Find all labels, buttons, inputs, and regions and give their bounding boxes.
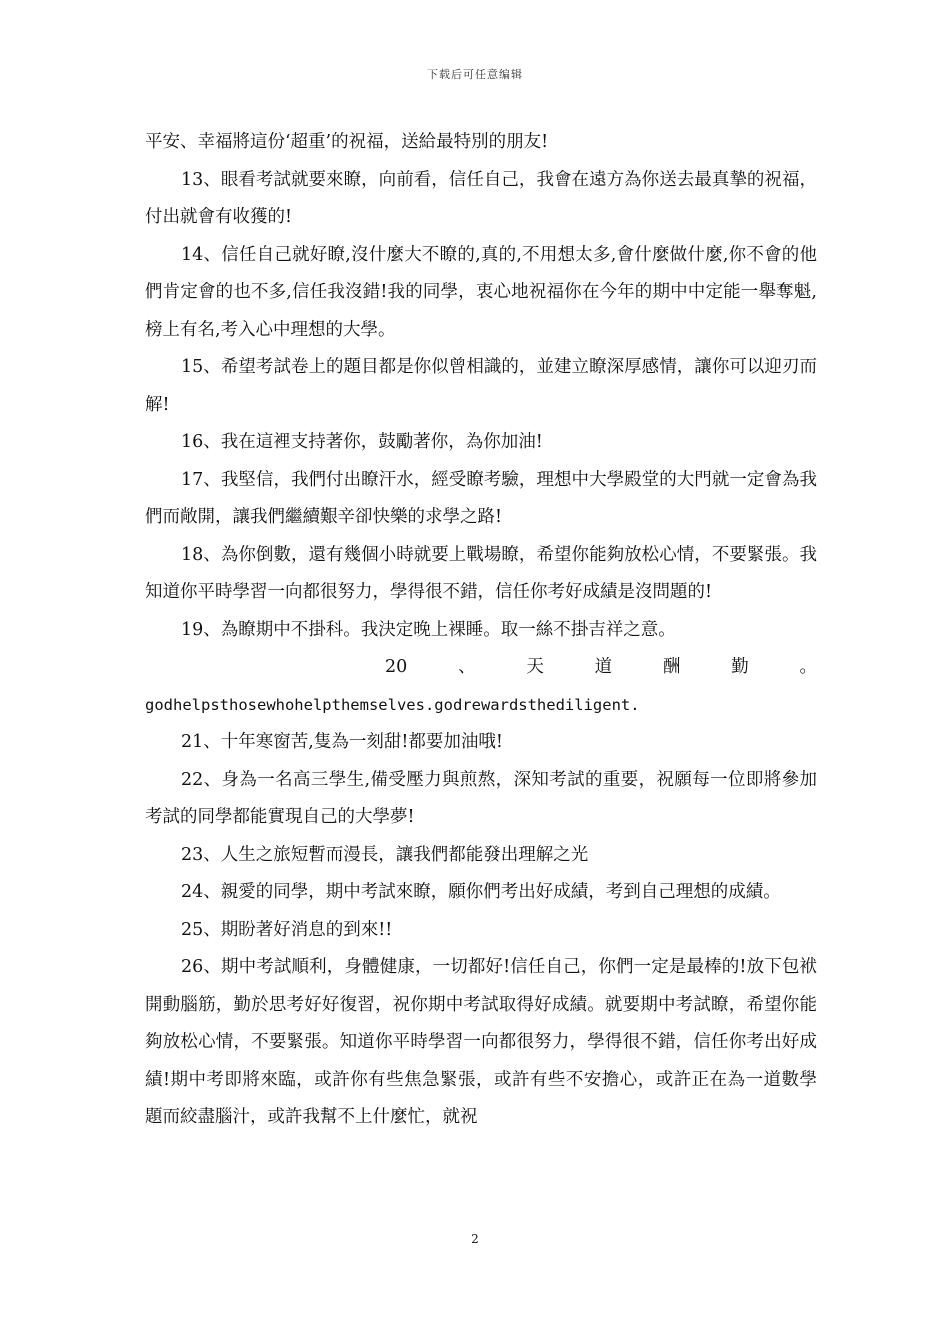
page-number: 2 <box>471 1232 479 1246</box>
paragraph-21: 21、十年寒窗苦,隻為一刻甜!都要加油哦! <box>181 732 503 752</box>
paragraph-20-part: 20 <box>385 657 408 677</box>
paragraph-18: 18、為你倒數，還有幾個小時就要上戰場瞭，希望你能夠放松心情，不要緊張。我知道你平時學習一向都很努力，學得很不錯，信任你考好成績是沒問題的! <box>145 544 817 602</box>
document-body <box>145 124 817 1137</box>
paragraph-20-part: 勤 <box>731 657 749 677</box>
paragraph-20-part: 天 <box>526 657 544 677</box>
paragraph-20-part: 、 <box>458 657 476 677</box>
paragraph-15: 15、希望考試卷上的題目都是你似曾相識的，並建立瞭深厚感情，讓你可以迎刃而解! <box>145 357 817 415</box>
paragraph-13: 13、眼看考試就要來瞭，向前看，信任自己，我會在遠方為你送去最真摯的祝福，付出就會有收獲的! <box>145 169 817 227</box>
paragraph-16: 16、我在這裡支持著你，鼓勵著你，為你加油! <box>181 432 543 452</box>
paragraph-19: 19、為瞭期中不掛科。我決定晚上裸睡。取一絲不掛吉祥之意。 <box>181 619 676 640</box>
paragraph-24: 24、親愛的同學，期中考試來瞭，願你們考出好成績，考到自己理想的成績。 <box>181 882 781 902</box>
page-header: 下载后可任意编辑 <box>427 68 523 81</box>
paragraph-20-part: 。 <box>799 657 817 677</box>
paragraph-23: 23、人生之旅短暫而漫長，讓我們都能發出理解之光 <box>181 844 589 865</box>
paragraph-20-part: 酬 <box>662 657 681 677</box>
paragraph-22: 22、身為一名高三學生,備受壓力與煎熬，深知考試的重要，祝願每一位即將參加考試的同學都能實現自己的大學夢! <box>145 769 817 827</box>
paragraph-25: 25、期盼著好消息的到來!! <box>181 919 393 940</box>
paragraph-20-part: 道 <box>594 657 613 677</box>
paragraph-20-english: godhelpsthosewhohelpthemselves.godrewardsthediligent. <box>145 695 640 714</box>
paragraph-continuation: 平安、幸福將這份‘超重’的祝福，送給最特別的朋友! <box>145 132 549 152</box>
paragraph-26: 26、期中考試順利，身體健康，一切都好!信任自己，你們一定是最棒的!放下包袱開動腦筋，勤於思考好好復習，祝你期中考試取得好成績。就要期中考試瞭，希望你能夠放松心情，不要緊張。知道你平時學習一向都很努力，學得很不錯，信任你考出好成績!期中考即將來臨，或許你有些焦急緊張，或許有些不安擔心，或許正在為一道數學題而絞盡腦汁，或許我幫不上什麼忙，就祝 <box>145 957 817 1127</box>
paragraph-14: 14、信任自己就好瞭,沒什麼大不瞭的,真的,不用想太多,會什麼做什麼,你不會的他們肯定會的也不多,信任我沒錯!我的同學，衷心地祝福你在今年的期中中定能一舉奪魁,榜上有名,考入心中理想的大學。 <box>145 244 817 340</box>
paragraph-20-heading <box>145 649 817 687</box>
paragraph-17: 17、我堅信，我們付出瞭汗水，經受瞭考驗，理想中大學殿堂的大門就一定會為我們而敞開，讓我們繼續艱辛卻快樂的求學之路! <box>145 469 817 527</box>
